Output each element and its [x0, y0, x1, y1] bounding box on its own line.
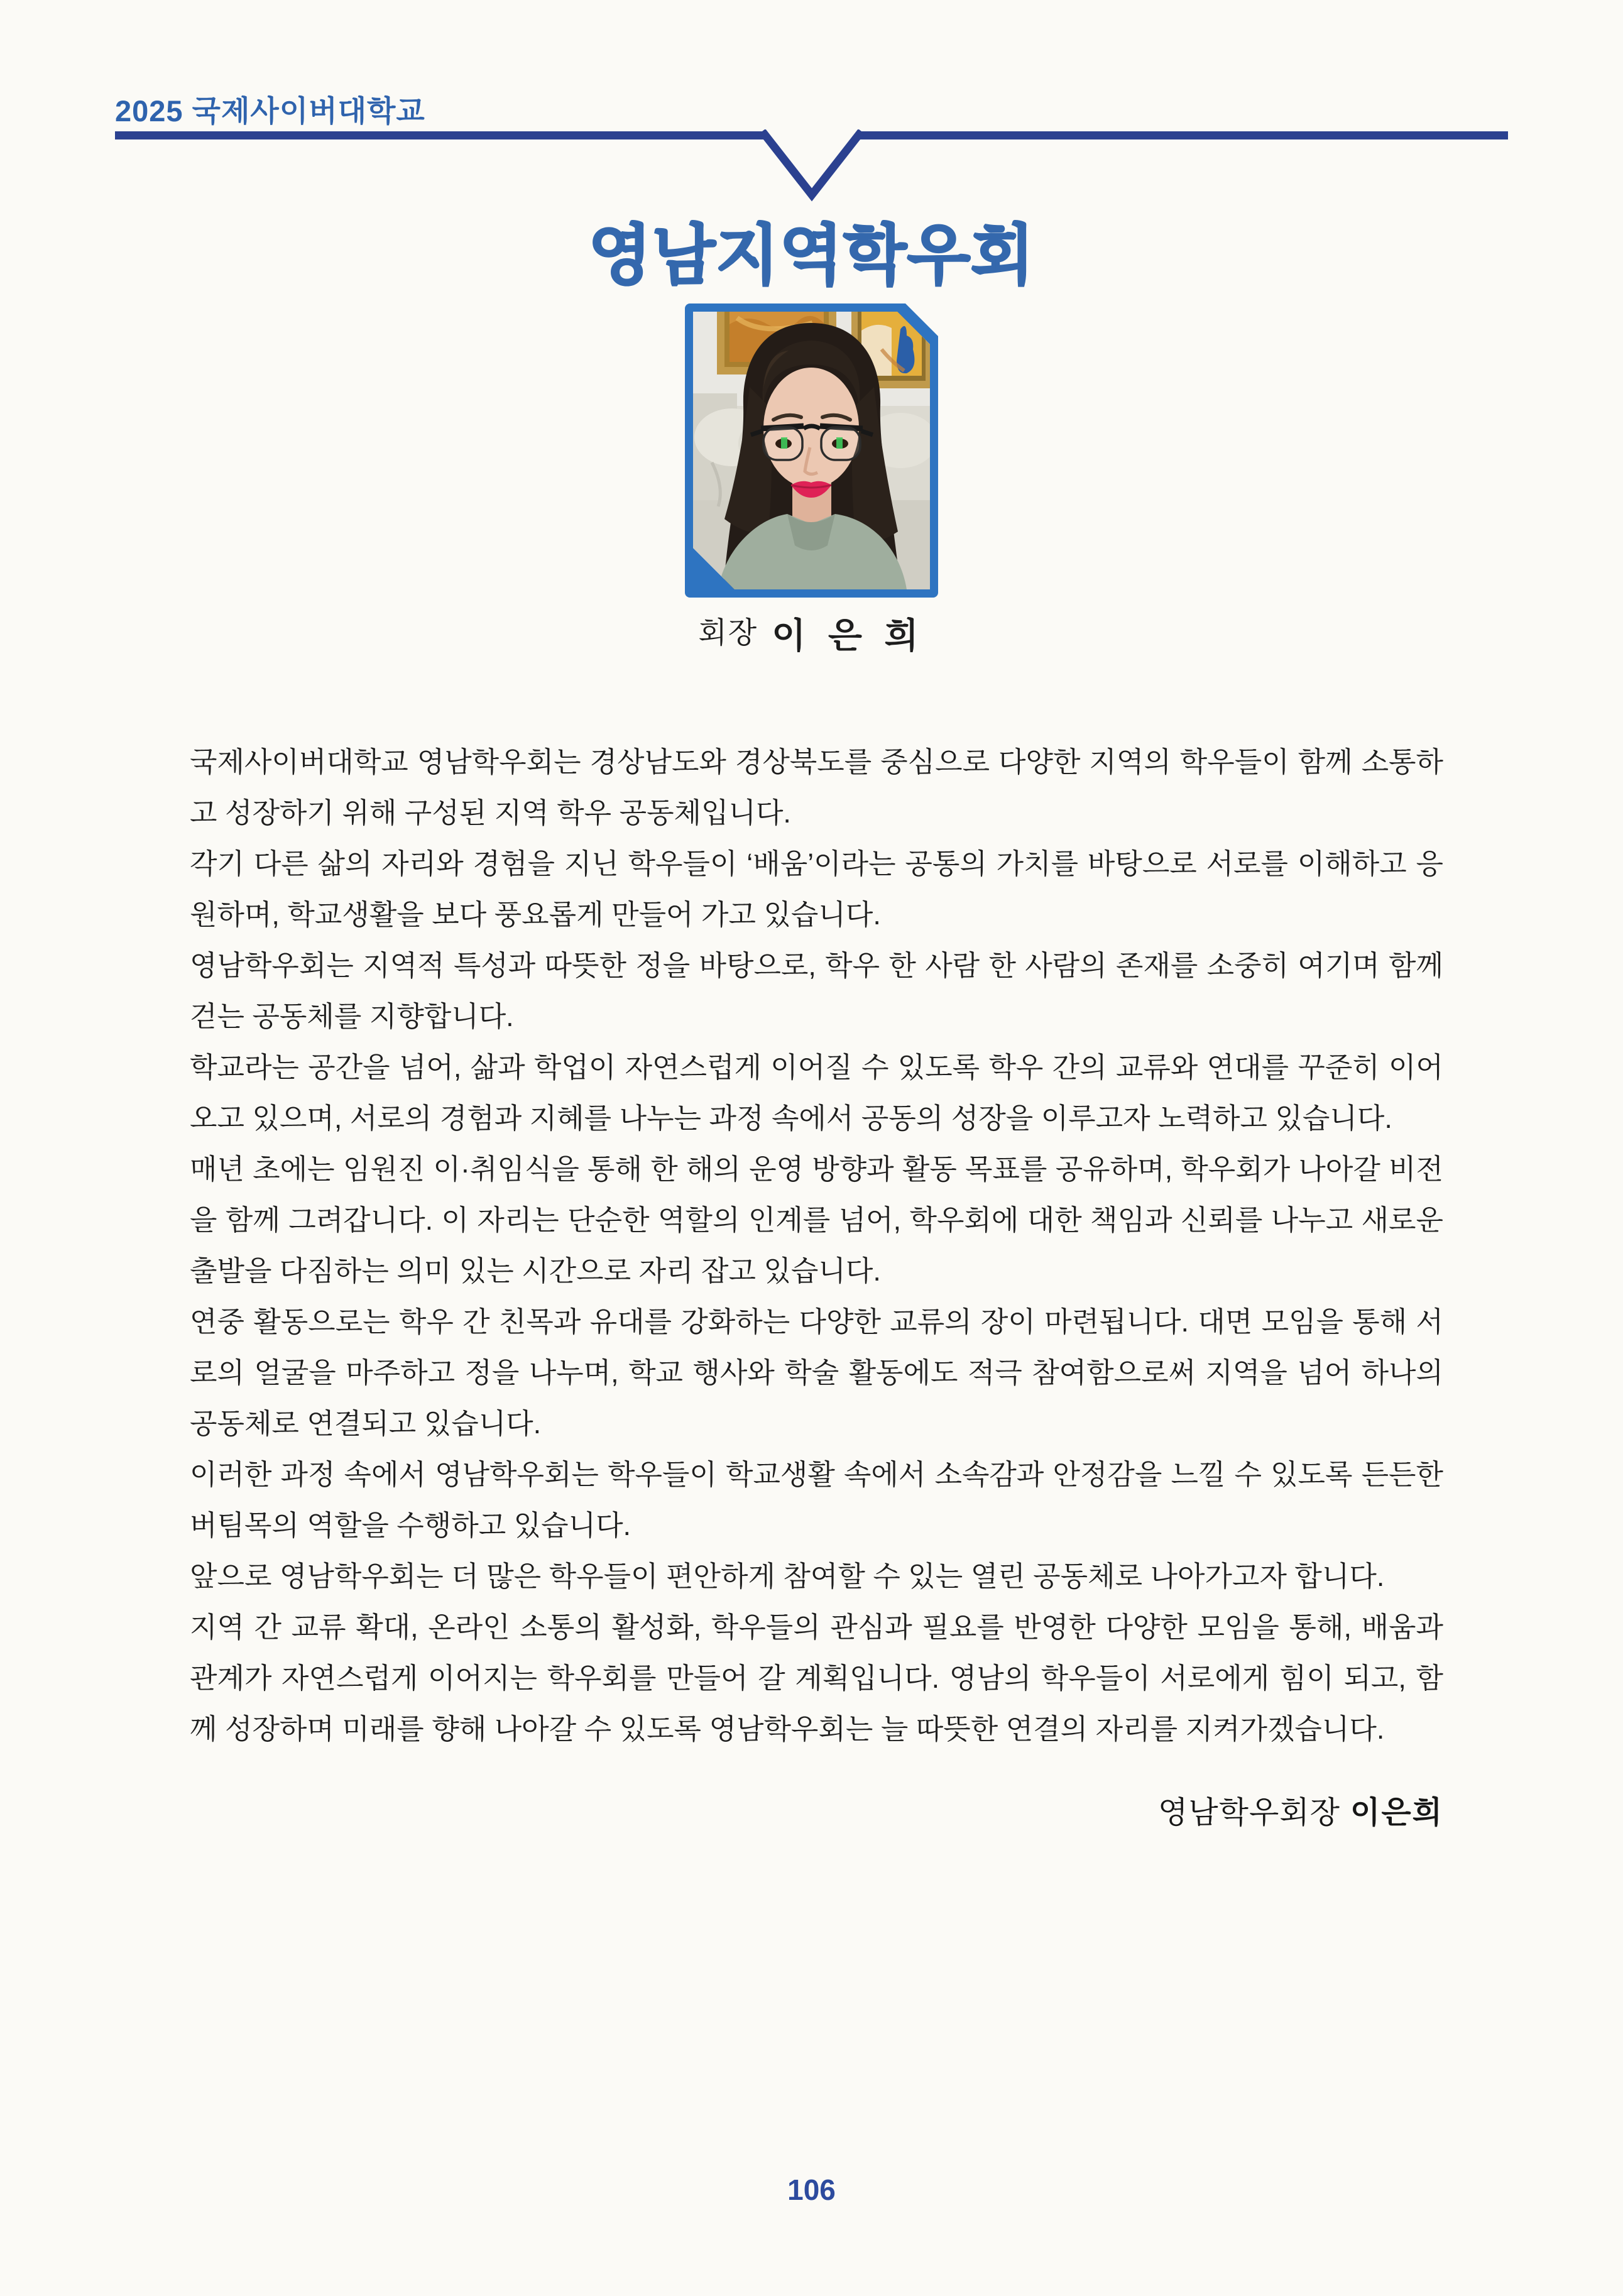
page-number: 106 — [787, 2173, 836, 2206]
caption-name: 이 은 희 — [772, 616, 925, 655]
body-paragraph: 국제사이버대학교 영남학우회는 경상남도와 경상북도를 중심으로 다양한 지역의 학우들이 함께 소통하고 성장하기 위해 구성된 지역 학우 공동체입니다. — [190, 746, 1443, 829]
portrait-illustration — [693, 312, 930, 589]
caption-role: 회장 — [698, 616, 758, 649]
body-paragraph: 지역 간 교류 확대, 온라인 소통의 활성화, 학우들의 관심과 필요를 반영한 다양한 모임을 통해, 배움과 관계가 자연스럽게 이어지는 학우회를 만들어 갈 계획입니다. 영남의 학우들이 서로에게 힘이 되고, 함께 성장하며 미래를 향해 나아갈 수 있도록 영남학우회는 늘 따뜻한 연결의 자리를 지켜가겠습니다. — [190, 1611, 1443, 1745]
signature-role: 영남학우회장 — [1157, 1796, 1340, 1830]
body-paragraph: 영남학우회는 지역적 특성과 따뜻한 정을 바탕으로, 학우 한 사람 한 사람의 존재를 소중히 여기며 함께 걷는 공동체를 지향합니다. — [190, 949, 1443, 1032]
president-photo-frame — [685, 303, 938, 598]
photo-caption — [0, 608, 1623, 659]
president-photo — [693, 312, 930, 589]
signature-line — [190, 1788, 1443, 1832]
body-paragraph: 매년 초에는 임원진 이·취임식을 통해 한 해의 운영 방향과 활동 목표를 공유하며, 학우회가 나아갈 비전을 함께 그려갑니다. 이 자리는 단순한 역할의 인계를 넘어, 학우회에 대한 책임과 신뢰를 나누고 새로운 출발을 다짐하는 의미 있는 시간으로 자리 잡고 있습니다. — [190, 1153, 1443, 1287]
header-brand: 2025 국제사이버대학교 — [115, 94, 425, 128]
signature-name: 이은희 — [1350, 1796, 1443, 1830]
body-paragraph: 이러한 과정 속에서 영남학우회는 학우들이 학교생활 속에서 소속감과 안정감을 느낄 수 있도록 든든한 버팀목의 역할을 수행하고 있습니다. — [190, 1458, 1443, 1541]
body-paragraph: 각기 다른 삶의 자리와 경험을 지닌 학우들이 ‘배움’이라는 공통의 가치를 바탕으로 서로를 이해하고 응원하며, 학교생활을 보다 풍요롭게 만들어 가고 있습니다. — [190, 848, 1443, 931]
page-title: 영남지역학우회 — [588, 219, 1035, 292]
body-paragraph: 연중 활동으로는 학우 간 친목과 유대를 강화하는 다양한 교류의 장이 마련됩니다. 대면 모임을 통해 서로의 얼굴을 마주하고 정을 나누며, 학교 행사와 학술 활동에도 적극 참여함으로써 지역을 넘어 하나의 공동체로 연결되고 있습니다. — [190, 1306, 1443, 1440]
header-rule-notch — [749, 129, 875, 204]
body-paragraph: 앞으로 영남학우회는 더 많은 학우들이 편안하게 참여할 수 있는 열린 공동체로 나아가고자 합니다. — [190, 1560, 1385, 1592]
body-paragraph: 학교라는 공간을 넘어, 삶과 학업이 자연스럽게 이어질 수 있도록 학우 간의 교류와 연대를 꾸준히 이어오고 있으며, 서로의 경험과 지혜를 나누는 과정 속에서 공동의 성장을 이루고자 노력하고 있습니다. — [190, 1051, 1443, 1134]
greeting-body — [190, 736, 1443, 1754]
